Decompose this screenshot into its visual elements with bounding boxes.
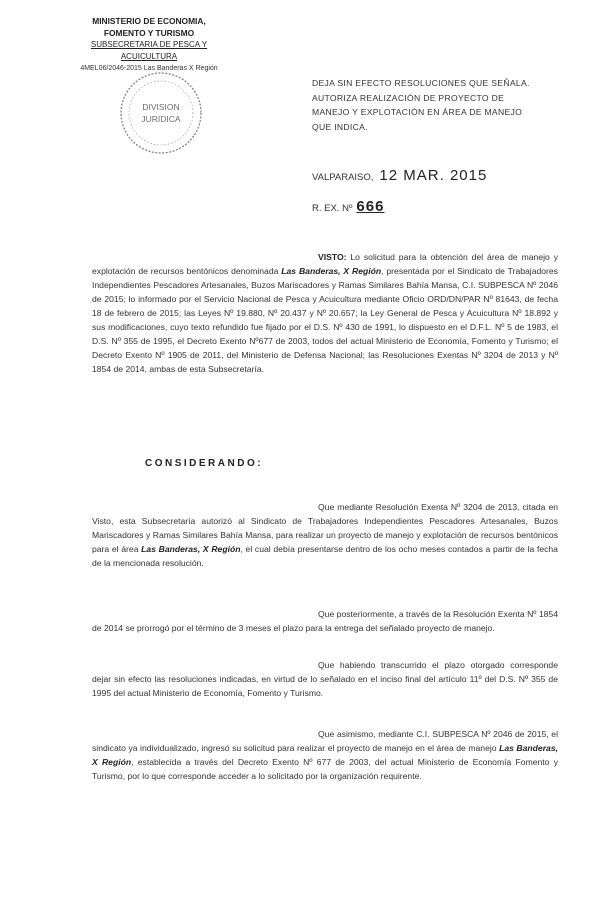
p3-text: Que habiendo transcurrido el plazo otorgado corresponde dejar sin efecto las resoluciones indicadas, en virtud de lo señalado en el inciso final del artículo 11º del D.S. Nº 355 de 1995 del actual Ministerio de Economía, Fomento y Turismo. [92,660,558,698]
p1-area-name: Las Banderas, X Región [141,544,241,554]
resolution-label: R. EX. Nº [312,203,353,214]
resolution-subject: DEJA SIN EFECTO RESOLUCIONES QUE SEÑALA. AUTORIZA REALIZACIÓN DE PROYECTO DE MANEJO Y EXPLOTACIÓN EN ÁREA DE MANEJO QUE INDICA. [312,78,530,132]
stamp-line1: DIVISION [142,102,180,112]
considerando-heading: CONSIDERANDO: [145,458,264,469]
p4-text-a: Que asimismo, mediante C.I. SUBPESCA Nº 2046 de 2015, el sindicato ya individualizado, ingresó su solicitud para realizar el proyecto de manejo en el área de manejo [92,729,558,753]
p1-text-a: Que mediante Resolución Exenta Nº 3204 de 2013, citada en Visto, esta Subsecretaría autorizó al Sindicato de Trabajadores Independientes Pescadores Artesanales, Buzos Mariscadores y Ramas Similares Bahía Mansa, para realizar un proyecto de manejo y explotación de recursos bentónicos para el área [92,502,558,554]
division-juridica-stamp [118,70,204,156]
stamp-line2: JURIDICA [141,114,181,124]
p4-text-b: , establecida a través del Decreto Exento Nº 677 de 2003, del actual Ministerio de Economía Fomento y Turismo, por lo que corresponde acceder a lo solicitado por la organización requirente. [92,757,558,781]
p2-text: Que posteriormente, a través de la Resolución Exenta Nº 1854 de 2014 se prorrogó por el término de 3 meses el plazo para la entrega del señalado proyecto de manejo. [92,609,558,633]
resolution-number [312,198,384,215]
considerando-paragraph-2 [92,607,558,635]
visto-paragraph [92,250,558,376]
visto-text-b: , presentada por el Sindicato de Trabajadores Independientes Pescadores Artesanales, Buzos Mariscadores y Ramas Similares Bahía Mansa, C.I. SUBPESCA Nº 2046 de 2015; lo informado por el Servicio Nacional de Pesca y Acuicultura mediante Oficio ORD/DN/PAR Nº 81643, de fecha 18 de febrero de 2015; las Leyes Nº 19.880, Nº 20.437 y Nº 20.657; la Ley General de Pesca y Acuicultura Nº 18.892 y sus modificaciones, cuyo texto refundido fue fijado por el D.S. Nº 430 de 1991, lo dispuesto en el D.F.L. Nº 5 de 1983, el D.S. Nº 355 de 1995, el Decreto Exento Nº677 de 2003, todos del actual Ministerio de Economía, Fomento y Turismo; el Decreto Exento Nº 1905 de 2011, del Ministerio de Defensa Nacional; las Resoluciones Exentas Nº 3204 de 2013 y Nº 1854 de 2014, ambas de esta Subsecretaría. [92,266,558,374]
p1-text-b: , el cual debía presentarse dentro de los ocho meses contados a partir de la fecha de la mencionada resolución. [92,544,558,568]
visto-text-a: Lo solicitud para la obtención del área de manejo y explotación de recursos bentónicos denominada [92,252,558,276]
p4-area-name: Las Banderas, X Región [92,743,558,767]
visto-area-name: Las Banderas, X Región [281,266,382,276]
ministry-header [64,15,234,75]
date: 12 MAR. 2015 [379,167,488,184]
ministry-name-line2: FOMENTO Y TURISMO [103,28,195,38]
ministry-name-line1: MINISTERIO DE ECONOMIA, [92,16,206,26]
resolution-number-value: 666 [356,198,385,215]
considerando-paragraph-4 [92,727,558,783]
city: VALPARAISO, [312,172,374,183]
subsecretaria-name: SUBSECRETARIA DE PESCA Y ACUICULTURA [90,40,208,61]
considerando-paragraph-1 [92,500,558,570]
visto-label: VISTO: [318,252,347,262]
document-reference: 4MEL06/2046-2015 Las Banderas X Región [80,65,218,72]
considerando-paragraph-3 [92,658,558,700]
place-date [312,167,487,184]
